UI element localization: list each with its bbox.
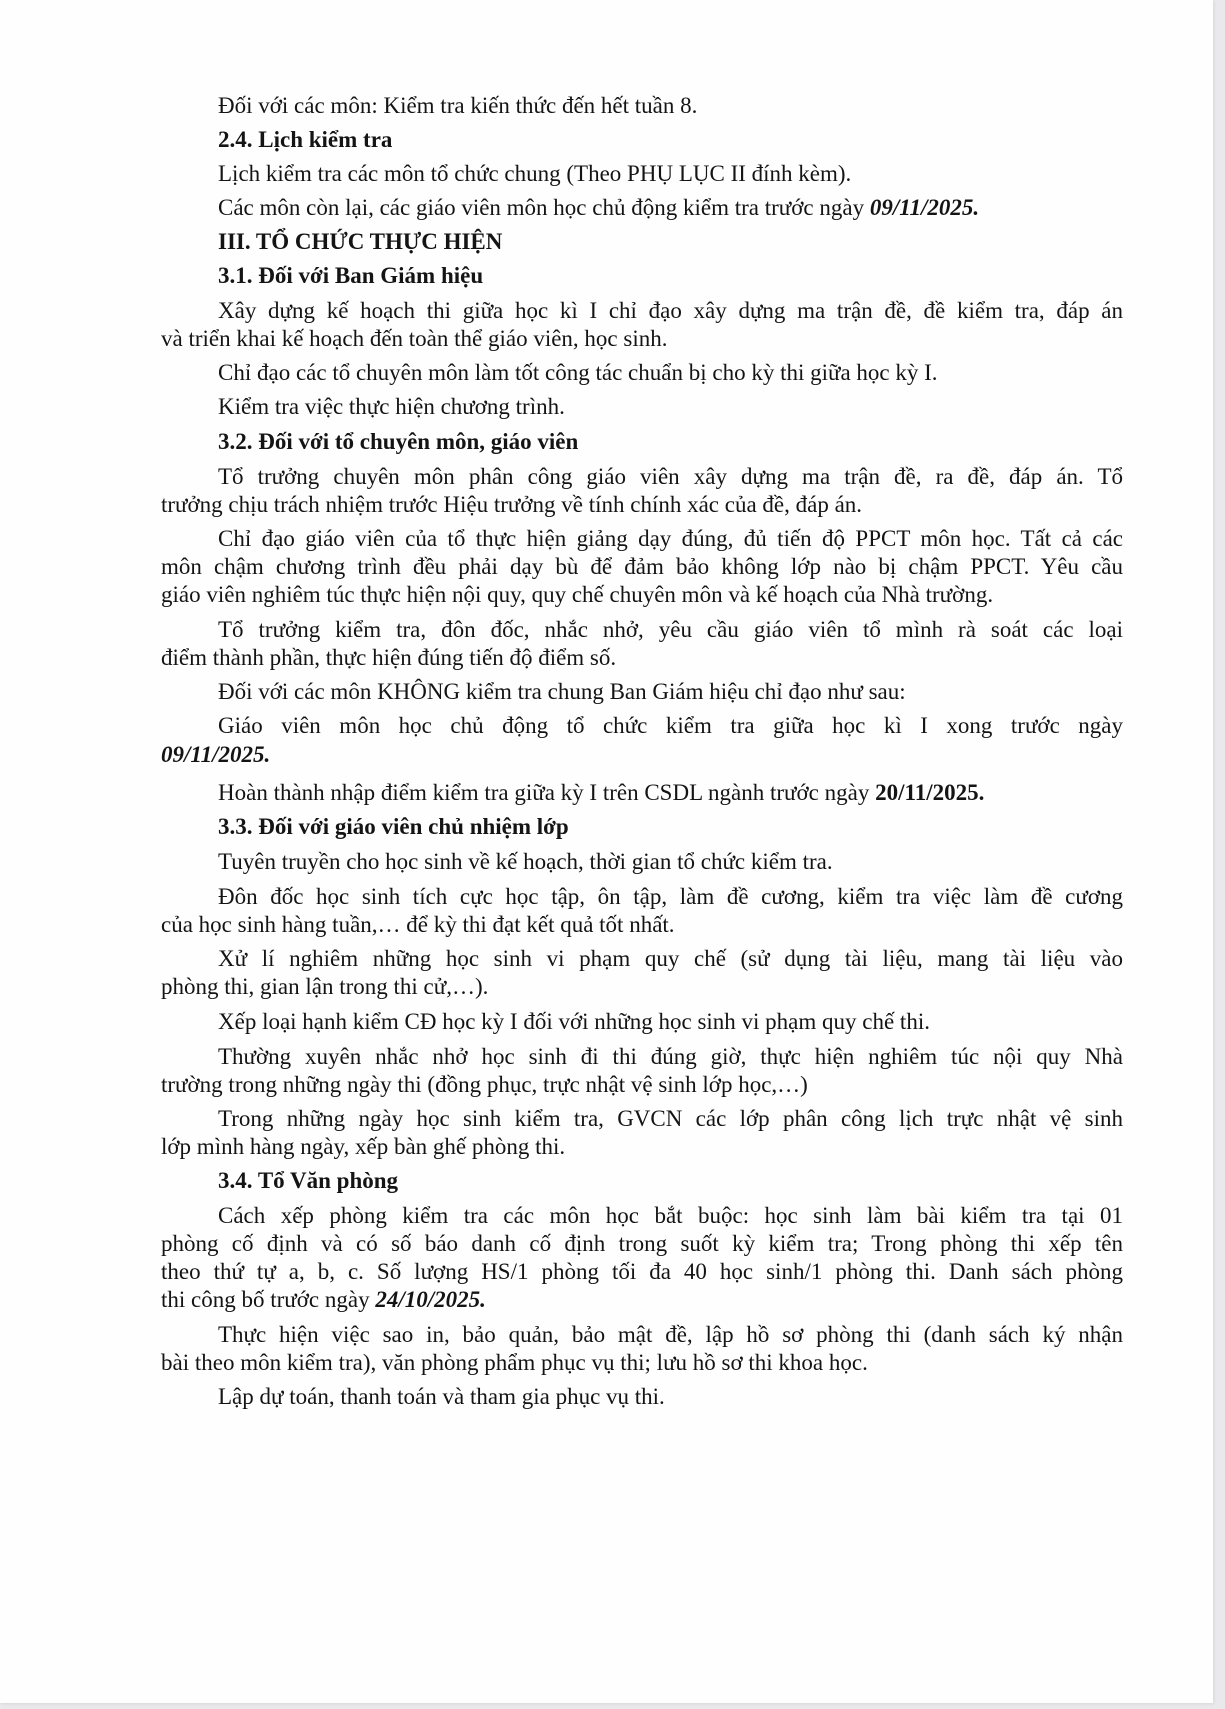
heading-text: 3.4. Tổ Văn phòng [218,1168,399,1193]
text-run: Tổ trưởng kiểm tra, đôn đốc, nhắc nhở, yêu cầu giáo viên tổ mình rà soát các loại [218,617,1123,642]
paragraph-line [218,297,1123,325]
text-run: điểm thành phần, thực hiện đúng tiến độ điểm số. [161,645,617,670]
paragraph-line [218,848,833,876]
paragraph-line [161,581,993,609]
paragraph-line [218,945,1123,973]
text-run: Giáo viên môn học chủ động tổ chức kiểm tra giữa học kì I xong trước ngày [218,713,1123,738]
heading-text: III. TỔ CHỨC THỰC HIỆN [218,229,503,254]
text-run: Trong những ngày học sinh kiểm tra, GVCN các lớp phân công lịch trực nhật vệ sinh [218,1106,1123,1131]
date-emphasis: 24/10/2025. [375,1287,486,1312]
heading-text: 3.1. Đối với Ban Giám hiệu [218,263,484,288]
paragraph-line [161,1286,486,1314]
text-run: bài theo môn kiểm tra), văn phòng phẩm phục vụ thi; lưu hồ sơ thi khoa học. [161,1350,868,1375]
text-run: Cách xếp phòng kiểm tra các môn học bắt buộc: học sinh làm bài kiểm tra tại 01 [218,1203,1123,1228]
paragraph-line [218,616,1123,644]
paragraph-line [161,1349,868,1377]
paragraph-line [161,491,862,519]
paragraph-line [161,741,270,769]
paragraph-line [218,779,984,807]
text-run: Đối với các môn KHÔNG kiểm tra chung Ban Giám hiệu chỉ đạo như sau: [218,679,906,704]
date-emphasis: 09/11/2025. [869,195,980,220]
paragraph-line [218,1202,1123,1230]
section-heading-III [218,228,502,256]
section-heading-3-2 [218,428,578,456]
heading-text: 2.4. Lịch kiểm tra [218,127,393,152]
text-run: Xử lí nghiêm những học sinh vi phạm quy chế (sử dụng tài liệu, mang tài liệu vào [218,946,1123,971]
paragraph-line [218,883,1123,911]
section-heading-3-3 [218,813,569,841]
text-run: thi công bố trước ngày [161,1287,376,1312]
paragraph-line [218,92,697,120]
heading-text: 3.2. Đối với tổ chuyên môn, giáo viên [218,429,579,454]
paragraph-line [161,973,488,1001]
text-run: phòng cố định và có số báo danh cố định trong suốt kỳ kiểm tra; Trong phòng thi xếp tên [161,1231,1123,1256]
text-run: Thường xuyên nhắc nhở học sinh đi thi đúng giờ, thực hiện nghiêm túc nội quy Nhà [218,1044,1123,1069]
text-run: trưởng chịu trách nhiệm trước Hiệu trưởng về tính chính xác của đề, đáp án. [161,492,863,517]
paragraph-line [218,678,906,706]
paragraph-line [161,911,675,939]
paragraph-line [218,1321,1123,1349]
section-heading-3-4 [218,1167,398,1195]
text-run: Tổ trưởng chuyên môn phân công giáo viên xây dựng ma trận đề, ra đề, đáp án. Tổ [218,464,1123,489]
paragraph-line [161,1071,808,1099]
paragraph-line [218,1043,1123,1071]
text-run: Chỉ đạo các tổ chuyên môn làm tốt công tác chuẩn bị cho kỳ thi giữa học kỳ I. [218,360,938,385]
text-run: Tuyên truyền cho học sinh về kế hoạch, thời gian tổ chức kiểm tra. [218,849,833,874]
date-emphasis: 20/11/2025. [875,780,985,805]
text-run: của học sinh hàng tuần,… để kỳ thi đạt kết quả tốt nhất. [161,912,675,937]
paragraph-line [218,359,938,387]
paragraph-line [218,1383,665,1411]
section-heading-2-4 [218,126,392,154]
paragraph-line [161,1258,1123,1286]
paragraph-line [218,393,565,421]
text-run: Xếp loại hạnh kiểm CĐ học kỳ I đối với những học sinh vi phạm quy chế thi. [218,1009,930,1034]
text-run: và triển khai kế hoạch đến toàn thể giáo viên, học sinh. [161,326,668,351]
paragraph-line [218,712,1123,740]
text-run: theo thứ tự a, b, c. Số lượng HS/1 phòng tối đa 40 học sinh/1 phòng thi. Danh sách phòng [161,1259,1123,1284]
text-run: Đối với các môn: Kiểm tra kiến thức đến hết tuần 8. [218,93,698,118]
text-run: lớp mình hàng ngày, xếp bàn ghế phòng thi. [161,1134,566,1159]
text-run: Xây dựng kế hoạch thi giữa học kì I chỉ đạo xây dựng ma trận đề, đề kiểm tra, đáp án [218,298,1123,323]
text-run: Hoàn thành nhập điểm kiểm tra giữa kỳ I trên CSDL ngành trước ngày [218,780,876,805]
section-heading-3-1 [218,262,483,290]
paragraph-line [161,644,616,672]
paragraph-line [218,525,1123,553]
paragraph-line [218,463,1123,491]
text-run: Chỉ đạo giáo viên của tổ thực hiện giảng dạy đúng, đủ tiến độ PPCT môn học. Tất cả các [218,526,1123,551]
text-run: Thực hiện việc sao in, bảo quản, bảo mật đề, lập hồ sơ phòng thi (danh sách ký nhận [218,1322,1123,1347]
text-run: Các môn còn lại, các giáo viên môn học chủ động kiểm tra trước ngày [218,195,870,220]
paragraph-line [218,194,979,222]
text-run: giáo viên nghiêm túc thực hiện nội quy, quy chế chuyên môn và kế hoạch của Nhà trường. [161,582,994,607]
heading-text: 3.3. Đối với giáo viên chủ nhiệm lớp [218,814,569,839]
text-run: trường trong những ngày thi (đồng phục, trực nhật vệ sinh lớp học,…) [161,1072,808,1097]
text-run: phòng thi, gian lận trong thi cử,…). [161,974,489,999]
paragraph-line [161,1230,1123,1258]
date-emphasis: 09/11/2025. [161,742,271,767]
paragraph-line [161,325,667,353]
paragraph-line [161,553,1123,581]
text-run: Đôn đốc học sinh tích cực học tập, ôn tập, làm đề cương, kiểm tra việc làm đề cương [218,884,1123,909]
paragraph-line [161,1133,565,1161]
paragraph-line [218,160,851,188]
paragraph-line [218,1008,930,1036]
text-run: Kiểm tra việc thực hiện chương trình. [218,394,565,419]
text-run: môn chậm chương trình đều phải dạy bù để đảm bảo không lớp nào bị chậm PPCT. Yêu cầu [161,554,1123,579]
text-run: Lập dự toán, thanh toán và tham gia phục vụ thi. [218,1384,665,1409]
text-run: Lịch kiểm tra các môn tổ chức chung (Theo PHỤ LỤC II đính kèm). [218,161,852,186]
paragraph-line [218,1105,1123,1133]
